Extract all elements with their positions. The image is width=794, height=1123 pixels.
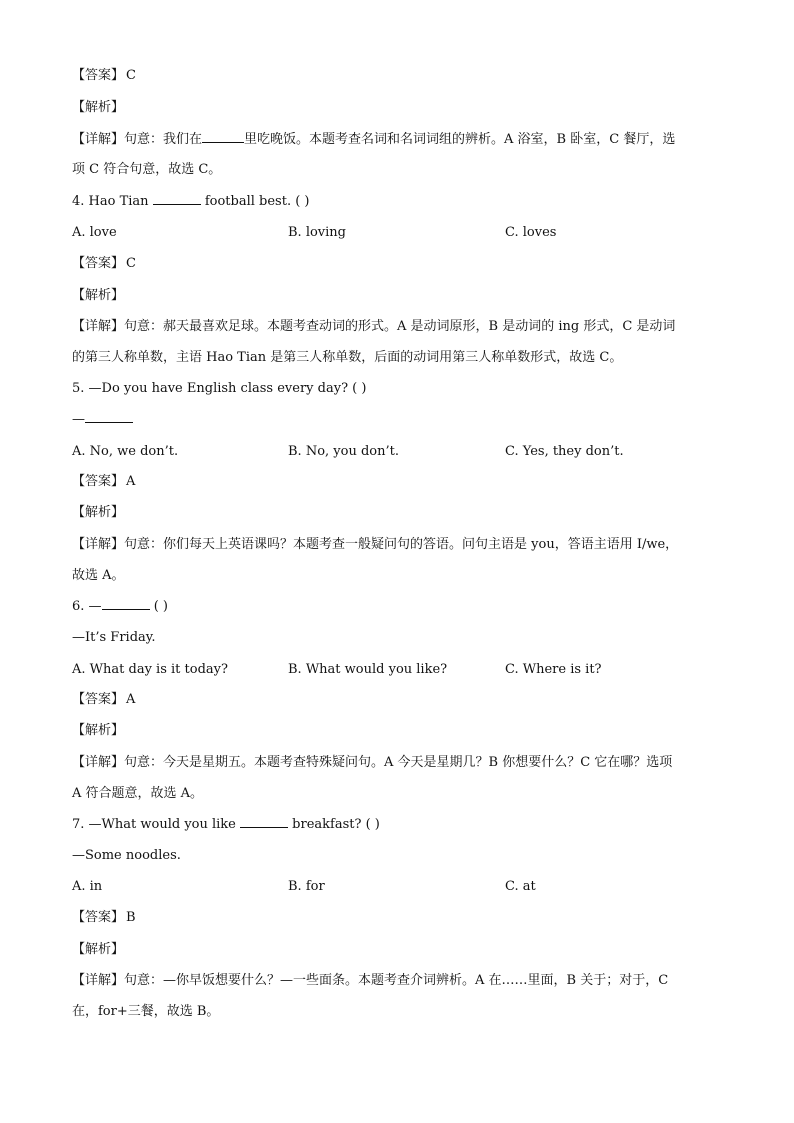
analysis-label: 【解析】 [72,100,125,115]
q6-answer-value: A [126,692,136,707]
q6-detail-line2: A 符合题意，故选 A。 [72,786,204,801]
q4-answer-line [72,254,722,274]
detail-label: 【详解】 [72,132,125,147]
q6-stem [72,597,722,617]
fill-blank [240,815,288,828]
answer-label: 【答案】 [72,910,125,925]
q6-analysis-label [72,721,722,741]
q4-stem-text-b: football best. ( ) [204,194,310,209]
q7-option-a: A. in [72,879,103,894]
answer-label: 【答案】 [72,692,125,707]
q7-detail-line1 [72,971,722,991]
q5-detail-line1 [72,535,722,555]
fill-blank [102,597,150,610]
q6-detail-line1 [72,753,722,773]
analysis-label: 【解析】 [72,505,125,520]
q3-detail-line2: 项 C 符合句意，故选 C。 [72,162,222,177]
q7-answer-line [72,908,722,928]
q7-detail-text: 句意：—你早饭想要什么？—一些面条。本题考查介词辨析。A 在……里面，B 关于；对于，C [124,973,669,988]
fill-blank [153,192,201,205]
q6-answer-line [72,690,722,710]
q3-answer-line [72,66,722,86]
q7-option-c: C. at [505,879,536,894]
q7-stem-text-a: 7. —What would you like [72,817,236,832]
fill-blank [85,410,133,423]
detail-label: 【详解】 [72,973,125,988]
detail-label: 【详解】 [72,319,125,334]
q5-option-b: B. No, you don’t. [288,444,399,459]
q6-option-a: A. What day is it today? [72,662,228,677]
q5-option-c: C. Yes, they don’t. [505,444,624,459]
q7-option-b: B. for [288,879,325,894]
q7-reply: —Some noodles. [72,848,181,863]
q5-detail-text: 句意：你们每天上英语课吗？本题考查一般疑问句的答语。问句主语是 you，答语主语用 I/we， [124,537,679,552]
q6-option-c: C. Where is it? [505,662,602,677]
answer-label: 【答案】 [72,256,125,271]
q5-answer-line [72,472,722,492]
fill-blank [202,130,244,143]
q4-option-a: A. love [72,225,117,240]
q7-detail-line2: 在，for+三餐，故选 B。 [72,1004,220,1019]
q4-detail-line2: 的第三人称单数，主语 Hao Tian 是第三人称单数，后面的动词用第三人称单数形式，故选 C。 [72,350,623,365]
q4-analysis-label [72,286,722,306]
q7-stem [72,815,722,835]
q4-answer-value: C [126,256,136,271]
q5-option-a: A. No, we don’t. [72,444,179,459]
answer-label: 【答案】 [72,68,125,83]
q6-stem-suffix: ( ) [153,599,168,614]
q3-detail-line1 [72,130,722,150]
q6-stem-prefix: 6. — [72,599,102,614]
q7-analysis-label [72,940,722,960]
q4-stem-text-a: 4. Hao Tian [72,194,149,209]
q4-detail-text: 句意：郝天最喜欢足球。本题考查动词的形式。A 是动词原形，B 是动词的 ing 形式，C 是动词 [124,319,676,334]
q7-answer-value: B [126,910,136,925]
q4-option-c: C. loves [505,225,557,240]
q5-stem: 5. —Do you have English class every day? ( ) [72,381,367,396]
q3-detail-text-b: 里吃晚饭。本题考查名词和名词词组的辨析。A 浴室，B 卧室，C 餐厅，选 [244,132,676,147]
analysis-label: 【解析】 [72,942,125,957]
q3-detail-text-a: 句意：我们在 [124,132,203,147]
q7-stem-text-b: breakfast? ( ) [292,817,380,832]
answer-label: 【答案】 [72,474,125,489]
q3-answer-value: C [126,68,136,83]
q6-reply: —It’s Friday. [72,630,156,645]
q5-reply [72,410,722,430]
detail-label: 【详解】 [72,755,125,770]
q6-option-b: B. What would you like? [288,662,448,677]
analysis-label: 【解析】 [72,723,125,738]
q5-answer-value: A [126,474,136,489]
q4-detail-line1 [72,317,722,337]
detail-label: 【详解】 [72,537,125,552]
q5-analysis-label [72,503,722,523]
q4-stem [72,192,722,212]
q3-analysis-label [72,98,722,118]
q6-detail-text: 句意：今天是星期五。本题考查特殊疑问句。A 今天是星期几？B 你想要什么？C 它在哪？选项 [124,755,673,770]
q5-reply-dash: — [72,412,85,427]
q4-option-b: B. loving [288,225,346,240]
analysis-label: 【解析】 [72,288,125,303]
q5-detail-line2: 故选 A。 [72,568,125,583]
